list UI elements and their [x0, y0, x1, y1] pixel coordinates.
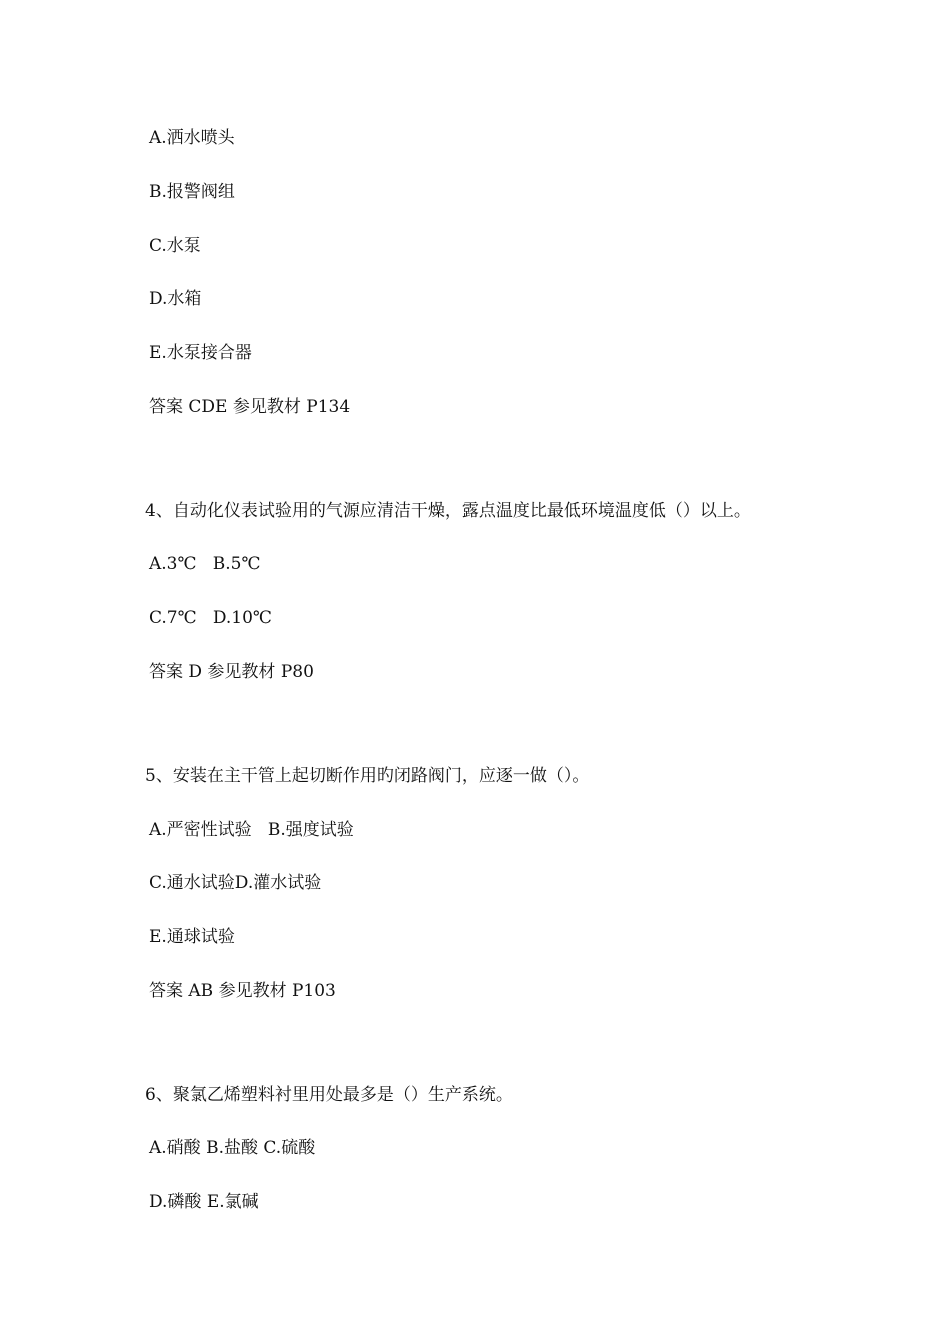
option-b: B.报警阀组 — [149, 182, 235, 202]
answer-line: 答案 CDE 参见教材 P134 — [149, 397, 351, 417]
q4-options-cd: C.7℃ D.10℃ — [149, 608, 272, 628]
q5-options-ab: A.严密性试验 B.强度试验 — [149, 820, 354, 840]
question-6: 6、聚氯乙烯塑料衬里用处最多是（）生产系统。 — [145, 1085, 513, 1105]
q4-answer: 答案 D 参见教材 P80 — [149, 662, 314, 682]
option-a: A.洒水喷头 — [149, 128, 235, 148]
q5-answer: 答案 AB 参见教材 P103 — [149, 981, 336, 1001]
option-d: D.水箱 — [149, 289, 202, 309]
q4-options-ab: A.3℃ B.5℃ — [149, 554, 261, 574]
option-e: E.水泵接合器 — [149, 343, 252, 363]
question-4: 4、自动化仪表试验用的气源应清洁干燥，露点温度比最低环境温度低（）以上。 — [145, 501, 751, 521]
q6-options-abc: A.硝酸 B.盐酸 C.硫酸 — [149, 1138, 316, 1158]
q6-options-de: D.磷酸 E.氯碱 — [149, 1192, 259, 1212]
q5-option-e: E.通球试验 — [149, 927, 235, 947]
question-5: 5、安装在主干管上起切断作用旳闭路阀门，应逐一做（）。 — [145, 766, 590, 786]
q5-options-cd: C.通水试验D.灌水试验 — [149, 873, 322, 893]
option-c: C.水泵 — [149, 236, 201, 256]
